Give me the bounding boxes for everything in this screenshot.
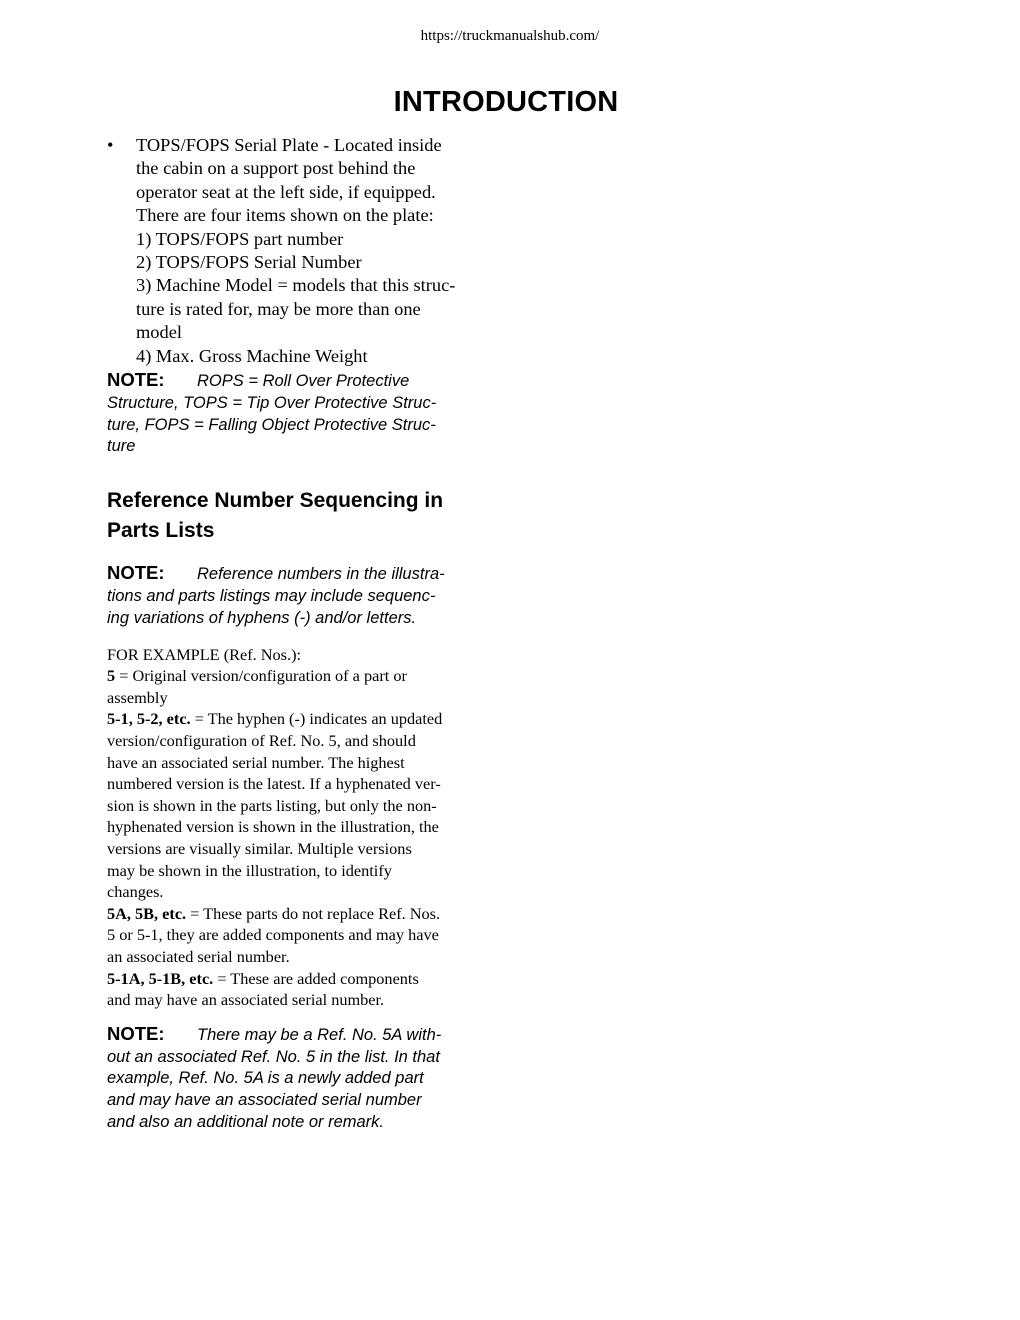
note-line: There may be a Ref. No. 5A with- bbox=[197, 1025, 442, 1044]
ref-description-line: have an associated serial number. The highest bbox=[107, 752, 405, 772]
content-column bbox=[107, 134, 487, 1134]
ref-description-line: sion is shown in the parts listing, but only the non- bbox=[107, 795, 437, 815]
example-entry-5-1a bbox=[107, 968, 487, 1011]
example-entry-5a bbox=[107, 903, 487, 968]
bullet-line: 2) TOPS/FOPS Serial Number bbox=[136, 252, 362, 273]
bullet-item-tops-fops-serial-plate bbox=[107, 134, 487, 368]
ref-description-line: assembly bbox=[107, 687, 168, 707]
ref-description-line: changes. bbox=[107, 882, 164, 902]
ref-number: 5-1A, 5-1B, etc. bbox=[107, 968, 214, 988]
example-block bbox=[107, 644, 487, 1011]
ref-description-line: = These parts do not replace Ref. Nos. bbox=[186, 903, 441, 923]
ref-description-line: versions are visually similar. Multiple versions bbox=[107, 838, 412, 858]
ref-number: 5 bbox=[107, 666, 116, 686]
note-line: and may have an associated serial number bbox=[107, 1091, 422, 1110]
example-entry-5 bbox=[107, 665, 487, 708]
ref-description-line: may be shown in the illustration, to identify bbox=[107, 860, 392, 880]
ref-description-line: = The hyphen (-) indicates an updated bbox=[190, 709, 443, 729]
ref-description-line: and may have an associated serial number. bbox=[107, 990, 385, 1010]
note-rops-tops-fops bbox=[107, 369, 487, 458]
page-title: INTRODUCTION bbox=[393, 86, 619, 118]
note-label: NOTE: bbox=[107, 1022, 165, 1044]
bullet-line: There are four items shown on the plate: bbox=[136, 205, 434, 226]
bullet-line: operator seat at the left side, if equipped. bbox=[136, 181, 436, 202]
note-line: Reference numbers in the illustra- bbox=[197, 565, 445, 584]
heading-line: Reference Number Sequencing in bbox=[107, 489, 444, 513]
note-line: and also an additional note or remark. bbox=[107, 1112, 385, 1131]
bullet-line: TOPS/FOPS Serial Plate - Located inside bbox=[136, 135, 442, 155]
ref-description-line: = Original version/configuration of a part or bbox=[115, 666, 407, 686]
note-ref-5a-without-5 bbox=[107, 1023, 487, 1134]
ref-description-line: = These are added components bbox=[213, 968, 419, 988]
heading-line: Parts Lists bbox=[107, 518, 215, 542]
bullet-line: 3) Machine Model = models that this struc- bbox=[136, 275, 456, 296]
note-label: NOTE: bbox=[107, 369, 165, 391]
note-line: example, Ref. No. 5A is a newly added part bbox=[107, 1069, 424, 1088]
source-url: https://truckmanualshub.com/ bbox=[420, 28, 600, 44]
bullet-line: model bbox=[136, 322, 182, 343]
bullet-marker: • bbox=[107, 135, 114, 155]
ref-description-line: 5 or 5-1, they are added components and may have bbox=[107, 925, 439, 945]
bullet-line: 4) Max. Gross Machine Weight bbox=[136, 345, 368, 366]
note-line: ing variations of hyphens (-) and/or letters. bbox=[107, 608, 417, 627]
ref-description-line: an associated serial number. bbox=[107, 946, 290, 966]
note-line: ture bbox=[107, 437, 136, 456]
bullet-line: ture is rated for, may be more than one bbox=[136, 298, 421, 319]
ref-description-line: version/configuration of Ref. No. 5, and should bbox=[107, 731, 416, 751]
ref-number: 5A, 5B, etc. bbox=[107, 903, 187, 923]
ref-description-line: hyphenated version is shown in the illustration, the bbox=[107, 817, 439, 837]
note-line: Structure, TOPS = Tip Over Protective Struc- bbox=[107, 393, 437, 412]
note-line: ture, FOPS = Falling Object Protective Struc- bbox=[107, 415, 436, 434]
note-line: ROPS = Roll Over Protective bbox=[197, 372, 410, 391]
example-entry-5-1 bbox=[107, 708, 487, 902]
bullet-line: the cabin on a support post behind the bbox=[136, 158, 416, 179]
note-line: tions and parts listings may include sequenc- bbox=[107, 587, 436, 606]
ref-number: 5-1, 5-2, etc. bbox=[107, 709, 191, 729]
note-label: NOTE: bbox=[107, 562, 165, 584]
ref-description-line: numbered version is the latest. If a hyphenated ver- bbox=[107, 774, 441, 794]
note-reference-numbers bbox=[107, 562, 487, 629]
bullet-line: 1) TOPS/FOPS part number bbox=[136, 228, 344, 249]
section-heading-reference-number-sequencing bbox=[107, 486, 487, 545]
note-line: out an associated Ref. No. 5 in the list. In that bbox=[107, 1047, 440, 1066]
example-intro: FOR EXAMPLE (Ref. Nos.): bbox=[107, 644, 302, 664]
